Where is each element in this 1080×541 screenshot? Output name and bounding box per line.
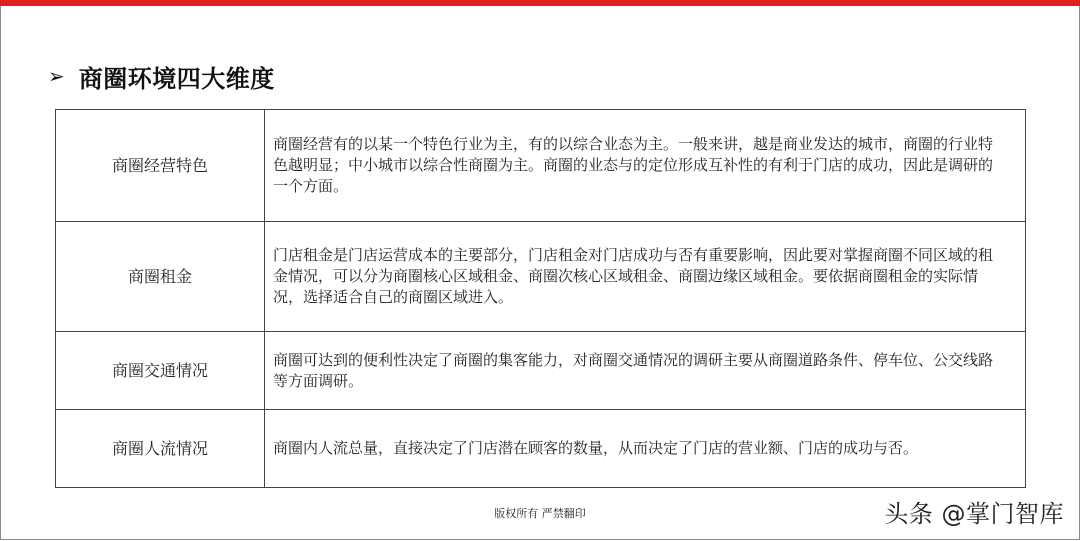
table-row: [56, 110, 1026, 222]
row-description: 商圈内人流总量，直接决定了门店潜在顾客的数量，从而决定了门店的营业额、门店的成功与否。: [265, 410, 1026, 488]
row-label: 商圈人流情况: [56, 410, 265, 488]
table-row: [56, 222, 1026, 332]
section-heading: [48, 58, 275, 94]
table-row: [56, 332, 1026, 410]
row-description: 商圈经营有的以某一个特色行业为主，有的以综合业态为主。一般来讲，越是商业发达的城市，商圈的行业特色越明显；中小城市以综合性商圈为主。商圈的业态与的定位形成互补性的有利于门店的成功，因此是调研的一个方面。: [265, 110, 1026, 222]
row-label: 商圈交通情况: [56, 332, 265, 410]
row-description: 商圈可达到的便利性决定了商圈的集客能力，对商圈交通情况的调研主要从商圈道路条件、停车位、公交线路等方面调研。: [265, 332, 1026, 410]
top-accent-bar: [0, 0, 1080, 6]
row-label: 商圈租金: [56, 222, 265, 332]
page-title: 商圈环境四大维度: [78, 64, 275, 93]
watermark: 头条 @掌门智库: [884, 500, 1064, 528]
dimensions-table: [55, 109, 1026, 488]
row-label: 商圈经营特色: [56, 110, 265, 222]
table-row: [56, 410, 1026, 488]
arrow-bullet-icon: ➢: [48, 64, 65, 88]
copyright-footer: 版权所有 严禁翻印: [494, 507, 586, 520]
row-description: 门店租金是门店运营成本的主要部分，门店租金对门店成功与否有重要影响，因此要对掌握商圈不同区域的租金情况，可以分为商圈核心区域租金、商圈次核心区域租金、商圈边缘区域租金。要依据商圈租金的实际情况，选择适合自己的商圈区域进入。: [265, 222, 1026, 332]
